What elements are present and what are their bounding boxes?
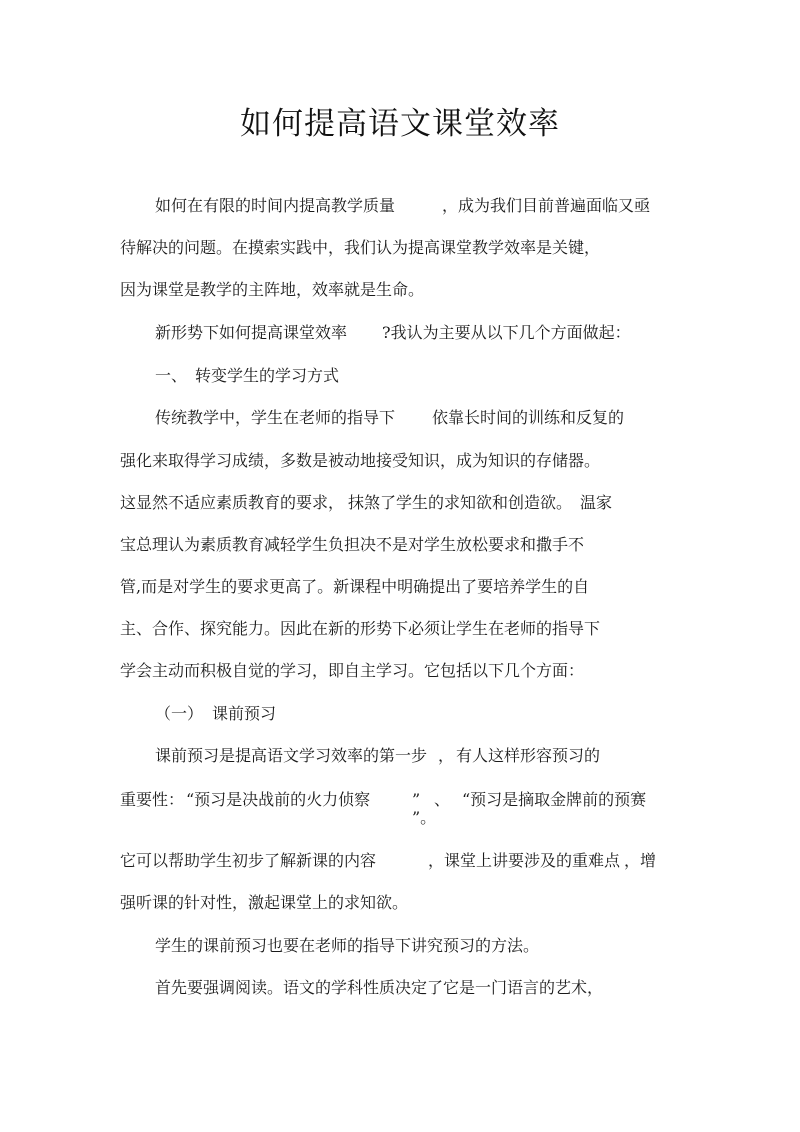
paragraph-2-end: ?我认为主要从以下几个方面做起：	[382, 323, 631, 342]
paragraph-3-line-5: 管,而是对学生的要求更高了。新课程中明确提出了要培养学生的自	[120, 577, 590, 596]
paragraph-2-start: 新形势下如何提高课堂效率	[155, 323, 348, 342]
paragraph-1-line-1-start: 如何在有限的时间内提高教学质量	[155, 196, 396, 215]
paragraph-3-line-4: 宝总理认为素质教育减轻学生负担决不是对学生放松要求和撒手不	[120, 535, 585, 554]
quote-2-close: ”。	[412, 808, 437, 827]
quote-2: “预习是摘取金牌前的预赛	[462, 790, 647, 809]
paragraph-3-line-1-start: 传统教学中，学生在老师的指导下	[155, 408, 396, 427]
paragraph-4-line-4: 强听课的针对性，激起课堂上的求知欲。	[120, 893, 409, 912]
paragraph-4-line-3-start: 它可以帮助学生初步了解新课的内容	[120, 851, 377, 870]
quote-separator: 、	[434, 790, 451, 809]
paragraph-4-line-1-comma: ，	[438, 746, 455, 765]
paragraph-5: 学生的课前预习也要在老师的指导下讲究预习的方法。	[155, 936, 540, 955]
subsection-heading-number: （一）	[155, 704, 204, 723]
paragraph-1-line-1-end: ，成为我们目前普遍面临又亟	[442, 196, 651, 215]
paragraph-3-line-6: 主、合作、探究能力。因此在新的形势下必须让学生在老师的指导下	[120, 619, 601, 638]
quote-1: “预习是决战前的火力侦察	[186, 790, 371, 809]
paragraph-1-line-3: 因为课堂是教学的主阵地，效率就是生命。	[120, 280, 425, 299]
paragraph-4-line-3-middle: ，课堂上讲要涉及的重难点	[428, 851, 621, 870]
paragraph-3-line-1-end: 依靠长时间的训练和反复的	[432, 408, 625, 427]
paragraph-3-line-7: 学会主动而积极自觉的学习，即自主学习。它包括以下几个方面：	[120, 661, 585, 680]
paragraph-4-line-3-end: ，增	[624, 851, 657, 870]
paragraph-3-line-3-start: 这显然不适应素质教育的要求，	[120, 493, 345, 512]
paragraph-1-line-2: 待解决的问题。在摸索实践中，我们认为提高课堂教学效率是关键，	[120, 238, 601, 257]
paragraph-3-line-3-middle: 抹煞了学生的求知欲和创造欲。	[348, 493, 573, 512]
paragraph-3-line-2: 强化来取得学习成绩，多数是被动地接受知识，成为知识的存储器。	[120, 451, 601, 470]
subsection-heading-text: 课前预习	[212, 704, 277, 723]
paragraph-4-line-1-end: 有人这样形容预习的	[456, 746, 601, 765]
paragraph-6: 首先要强调阅读。语文的学科性质决定了它是一门语言的艺术，	[155, 978, 604, 997]
section-heading-number: 一、	[155, 366, 188, 385]
paragraph-4-line-2-label: 重要性：	[120, 790, 185, 809]
quote-1-close: ”	[412, 790, 421, 809]
paragraph-4-line-1-start: 课前预习是提高语文学习效率的第一步	[155, 746, 428, 765]
paragraph-3-line-3-end: 温家	[580, 493, 613, 512]
document-title: 如何提高语文课堂效率	[240, 106, 560, 142]
section-heading-text: 转变学生的学习方式	[195, 366, 340, 385]
